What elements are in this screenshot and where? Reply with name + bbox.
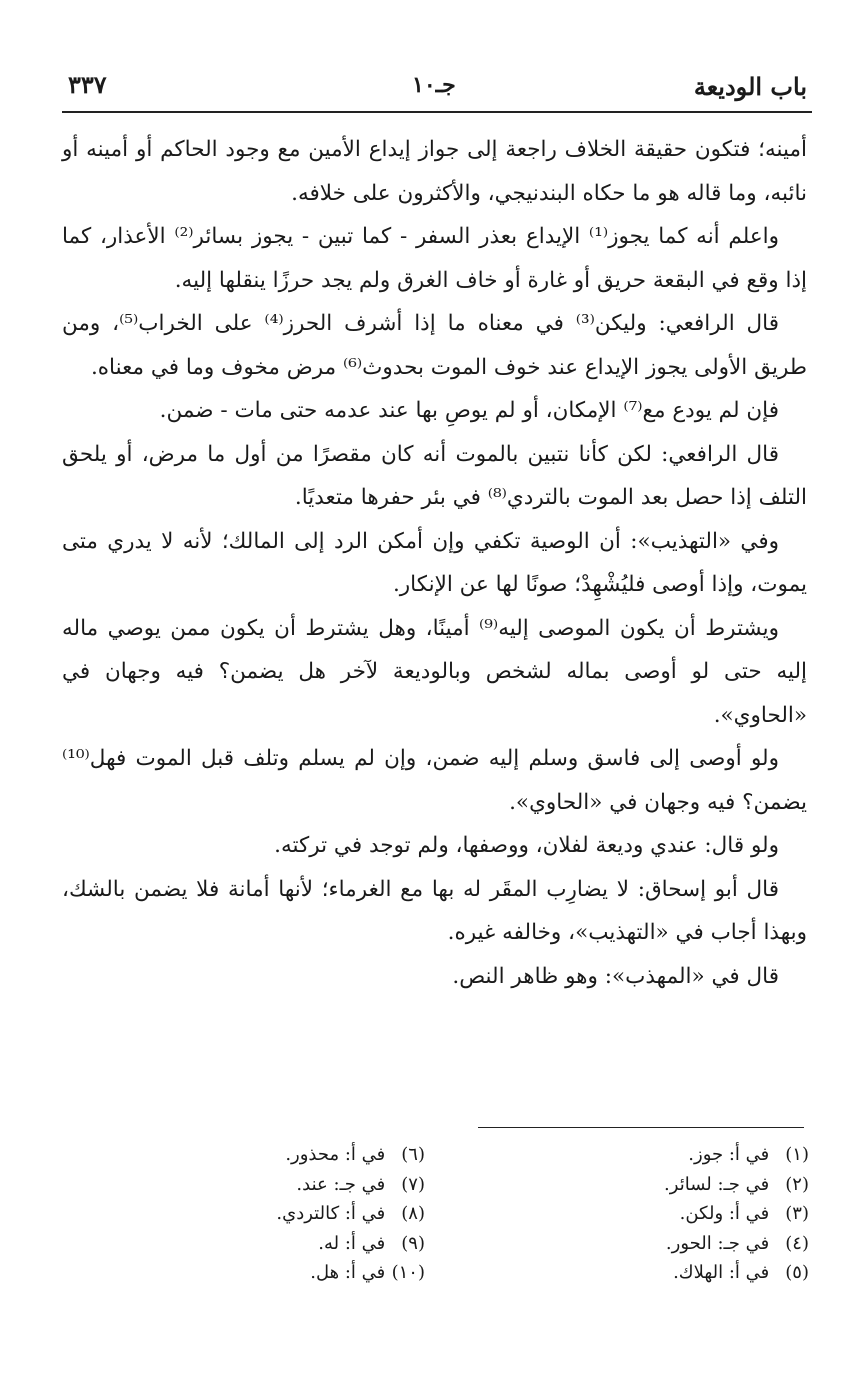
header-divider: [62, 111, 812, 113]
footnote-text: في جـ: الحور.: [665, 1232, 770, 1254]
footnote-number: (٣): [785, 1203, 809, 1224]
footnote: [95, 1229, 425, 1259]
footnote: [95, 1170, 425, 1200]
footnote-number: (١): [785, 1144, 809, 1165]
footnote-text: في أ: ولكن.: [679, 1203, 770, 1224]
page-number: ٣٣٧: [68, 70, 107, 99]
footnote-number: (٢): [785, 1173, 809, 1195]
footnote-number: (٤): [785, 1232, 809, 1254]
footnote: [479, 1140, 809, 1170]
footnote-number: (١٠): [391, 1262, 425, 1283]
paragraph: ولو قال: عندي وديعة لفلان، ووصفها، ولم توجد في تركته.: [274, 833, 779, 858]
paragraph: قال أبو إسحاق: لا يضارِب المقَر له بها مع الغرماء؛ لأنها أمانة فلا يضمن بالشك، وبهذا أجاب في «التهذيب»، وخالفه غيره.: [62, 876, 807, 945]
footnote-text: في أ: له.: [318, 1232, 386, 1254]
footnote-number: (٥): [785, 1262, 809, 1283]
paragraph: واعلم أنه كما يجوز⁽¹⁾ الإيداع بعذر السفر - كما تبين - يجوز بسائر⁽²⁾ الأعذار، كما إذا وقع في البقعة حريق أو غارة أو خاف الغرق ولم يجد حرزًا ينقلها إليه.: [62, 224, 807, 293]
footnote: [95, 1258, 425, 1288]
footnote: [479, 1229, 809, 1259]
paragraph: قال الرافعي: لكن كأنا نتبين بالموت أنه كان مقصرًا من أول ما مرض، أو يلحق التلف إذا حصل بعد الموت بالتردي⁽⁸⁾ في بئر حفرها متعديًا.: [62, 441, 807, 510]
footnote-number: (٨): [401, 1203, 425, 1224]
footnote-divider: [478, 1127, 804, 1128]
volume-label: جـ١٠: [412, 72, 456, 98]
footnote-number: (٧): [401, 1173, 425, 1195]
footnote-text: في أ: محذور.: [285, 1144, 386, 1165]
footnotes-column-left: [95, 1140, 425, 1288]
footnote: [95, 1199, 425, 1229]
footnote: [479, 1170, 809, 1200]
paragraph: قال الرافعي: وليكن⁽³⁾ في معناه ما إذا أشرف الحرز⁽⁴⁾ على الخراب⁽⁵⁾، ومن طريق الأولى يجوز الإيداع عند خوف الموت بحدوث⁽⁶⁾ مرض مخوف وما في معناه.: [62, 311, 807, 380]
main-text: [62, 128, 807, 998]
footnote-text: في أ: هل.: [310, 1262, 386, 1283]
footnote: [479, 1199, 809, 1229]
footnote-text: في أ: كالتردي.: [276, 1203, 386, 1224]
paragraph: ويشترط أن يكون الموصى إليه⁽⁹⁾ أمينًا، وهل يشترط أن يكون ممن يوصي ماله إليه حتى لو أوصى بماله لشخص وبالوديعة لآخر هل يضمن؟ فيه وجهان في «الحاوي».: [62, 615, 807, 728]
paragraph: وفي «التهذيب»: أن الوصية تكفي وإن أمكن الرد إلى المالك؛ لأنه لا يدري متى يموت، وإذا أوصى فليُشْهِدْ؛ صونًا لها عن الإنكار.: [62, 528, 807, 597]
running-header: [62, 66, 807, 106]
footnote-text: في أ: جوز.: [688, 1144, 770, 1165]
footnotes-column-right: [479, 1140, 809, 1288]
paragraph: قال في «المهذب»: وهو ظاهر النص.: [452, 963, 779, 989]
footnote: [95, 1140, 425, 1170]
footnote-text: في أ: الهلاك.: [673, 1262, 770, 1283]
footnote-text: في جـ: عند.: [296, 1173, 386, 1195]
chapter-title: باب الوديعة: [693, 72, 807, 101]
footnote-number: (٦): [401, 1144, 425, 1165]
footnote-number: (٩): [401, 1232, 425, 1254]
footnote-text: في جـ: لسائر.: [664, 1173, 770, 1195]
paragraph: أمينه؛ فتكون حقيقة الخلاف راجعة إلى جواز إيداع الأمين مع وجود الحاكم أو أمينه أو نائبه، وما قاله هو ما حكاه البندنيجي، والأكثرون على خلافه.: [62, 137, 807, 206]
footnote: [479, 1258, 809, 1288]
paragraph: فإن لم يودع مع⁽⁷⁾ الإمكان، أو لم يوصِ بها عند عدمه حتى مات - ضمن.: [159, 398, 779, 423]
paragraph: ولو أوصى إلى فاسق وسلم إليه ضمن، وإن لم يسلم وتلف قبل الموت فهل⁽¹⁰⁾ يضمن؟ فيه وجهان في «الحاوي».: [62, 746, 807, 815]
